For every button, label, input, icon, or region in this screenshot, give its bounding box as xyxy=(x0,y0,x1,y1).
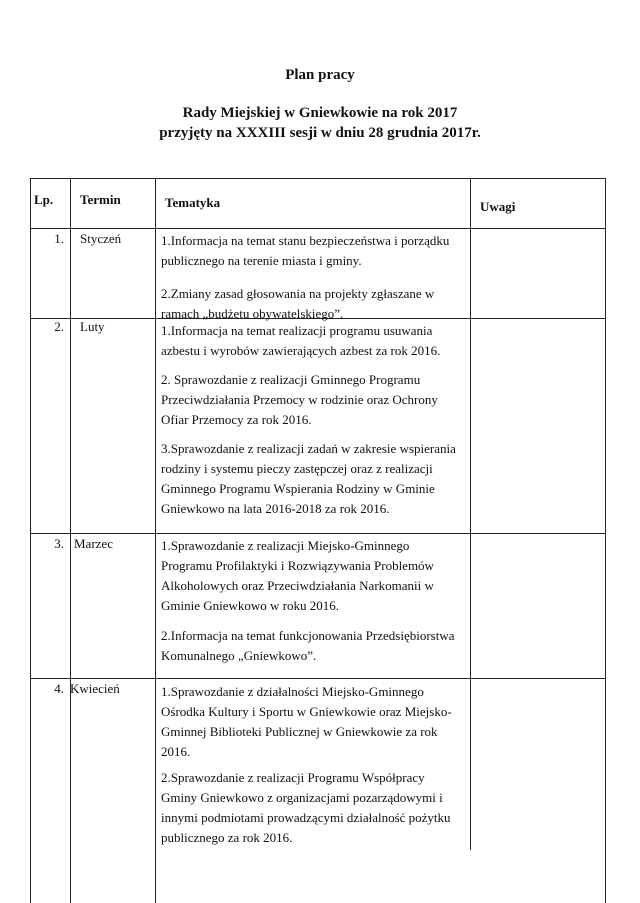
row-term: Luty xyxy=(80,319,105,334)
topic-item: 2.Zmiany zasad głosowania na projekty zgłaszane w ramach „budżetu obywatelskiego”. xyxy=(161,286,435,321)
row-number: 1. xyxy=(54,231,64,246)
plan-table xyxy=(30,178,606,903)
row-divider xyxy=(30,678,606,679)
table-left-border xyxy=(30,178,31,903)
column-header-uwagi: Uwagi xyxy=(480,199,516,214)
column-header-tematyka: Tematyka xyxy=(165,195,221,210)
page-subtitle-line2: przyjęty na XXXIII sesji w dniu 28 grudnia 2017r. xyxy=(159,125,481,141)
column-header-termin: Termin xyxy=(80,192,121,207)
row-divider xyxy=(30,533,606,534)
topic-item: 1.Informacja na temat realizacji programu usuwania azbestu i wyrobów zawierających azbest za rok 2016. xyxy=(161,323,441,358)
column-divider xyxy=(470,178,471,850)
row-number: 2. xyxy=(54,319,64,334)
row-term: Kwiecień xyxy=(70,681,120,696)
column-header-lp: Lp. xyxy=(34,192,54,207)
topic-item: 2. Sprawozdanie z realizacji Gminnego Programu Przeciwdziałania Przemocy w rodzinie oraz Ochrony Ofiar Przemocy za rok 2016. xyxy=(161,372,438,427)
row-number: 4. xyxy=(54,681,64,696)
table-right-border xyxy=(605,178,606,903)
table-top-border xyxy=(30,178,606,179)
column-divider xyxy=(155,178,156,903)
topic-item: 1.Sprawozdanie z realizacji Miejsko-Gminnego Programu Profilaktyki i Rozwiązywania Problemów Alkoholowych oraz Przeciwdziałania Narkomanii w Gminie Gniewkowo w roku 2016. xyxy=(161,538,434,613)
column-divider xyxy=(70,178,71,903)
row-term: Styczeń xyxy=(80,231,122,246)
topic-item: 2.Sprawozdanie z realizacji Programu Współpracy Gminy Gniewkowo z organizacjami pozarządowymi i innymi podmiotami prowadzącymi działalność pożytku publicznego za rok 2016. xyxy=(161,770,451,845)
page-subtitle-line1: Rady Miejskiej w Gniewkowie na rok 2017 xyxy=(182,105,458,121)
row-term: Marzec xyxy=(74,536,113,551)
topic-item: 1.Informacja na temat stanu bezpieczeństwa i porządku publicznego na terenie miasta i gminy. xyxy=(161,233,450,268)
topic-item: 1.Sprawozdanie z działalności Miejsko-Gminnego Ośrodka Kultury i Sportu w Gniewkowie oraz Miejsko-Gminnej Biblioteki Publicznej w Gniewkowie za rok 2016. xyxy=(161,684,452,759)
header-bottom-border xyxy=(30,228,606,229)
topic-item: 2.Informacja na temat funkcjonowania Przedsiębiorstwa Komunalnego „Gniewkowo”. xyxy=(161,628,455,663)
row-number: 3. xyxy=(54,536,64,551)
topic-item: 3.Sprawozdanie z realizacji zadań w zakresie wspierania rodziny i systemu pieczy zastępczej oraz z realizacji Gminnego Programu Wspierania Rodziny w Gminie Gniewkowo na lata 2016-2018 za rok 2016. xyxy=(161,441,456,516)
page-title: Plan pracy xyxy=(285,67,355,83)
